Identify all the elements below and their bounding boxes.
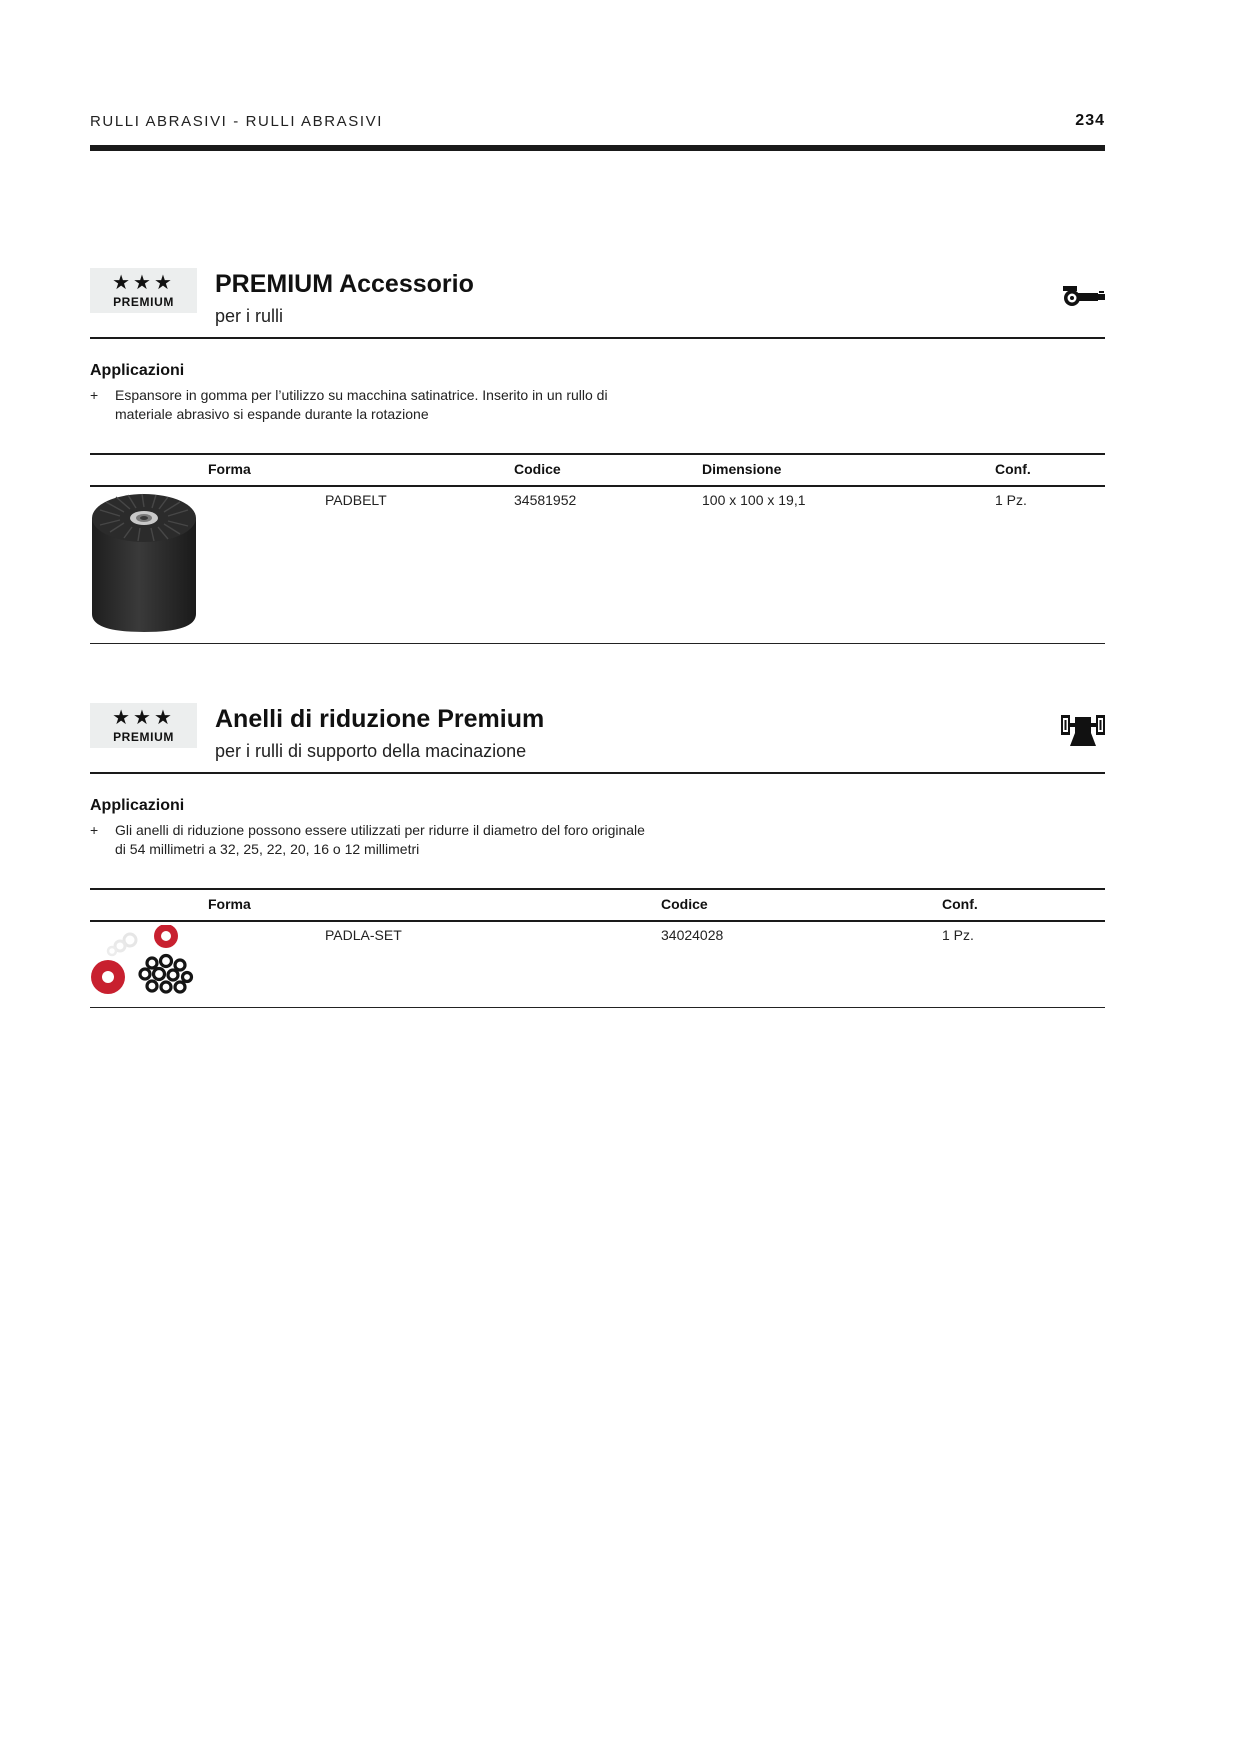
cell-dimensione: 100 x 100 x 19,1 <box>702 492 806 508</box>
page-header-title: RULLI ABRASIVI - RULLI ABRASIVI <box>90 113 384 130</box>
application-item <box>90 386 650 424</box>
header-rule <box>90 145 1105 151</box>
application-item <box>90 821 650 859</box>
satinatrice-machine-icon <box>1061 276 1105 312</box>
stars-icon: ★★★ <box>112 707 175 729</box>
table-bottom-rule <box>90 643 1105 644</box>
plus-bullet: + <box>90 387 99 403</box>
column-header-conf: Conf. <box>942 896 978 912</box>
table-header-rule <box>90 485 1105 487</box>
title-rule <box>90 337 1105 339</box>
applications-heading: Applicazioni <box>90 362 185 379</box>
bench-grinder-icon <box>1061 711 1105 747</box>
column-header-forma: Forma <box>208 896 251 912</box>
column-header-dimensione: Dimensione <box>702 461 782 477</box>
cell-conf: 1 Pz. <box>995 492 1027 508</box>
premium-badge <box>90 268 197 313</box>
badge-label: PREMIUM <box>113 295 174 309</box>
cell-codice: 34024028 <box>661 927 724 943</box>
cell-conf: 1 Pz. <box>942 927 974 943</box>
product-subtitle: per i rulli <box>215 306 284 326</box>
product-title: PREMIUM Accessorio <box>215 270 474 298</box>
badge-label: PREMIUM <box>113 730 174 744</box>
column-header-conf: Conf. <box>995 461 1031 477</box>
product-section-padla-set <box>90 703 1105 1013</box>
column-header-forma: Forma <box>208 461 251 477</box>
application-text: Espansore in gomma per l’utilizzo su macchina satinatrice. Inserito in un rullo di materiale abrasivo si espande durante la rotazione <box>115 387 608 422</box>
table-header-rule <box>90 920 1105 922</box>
table-top-rule <box>90 888 1105 890</box>
application-text: Gli anelli di riduzione possono essere utilizzati per ridurre il diametro del foro originale di 54 millimetri a 32, 25, 22, 20, 16 o 12 millimetri <box>115 822 645 857</box>
product-section-padbelt <box>90 268 1105 648</box>
rubber-expander-roller-image <box>90 490 198 636</box>
stars-icon: ★★★ <box>112 272 175 294</box>
plus-bullet: + <box>90 822 99 838</box>
cell-forma: PADBELT <box>325 492 387 508</box>
premium-badge <box>90 703 197 748</box>
cell-codice: 34581952 <box>514 492 577 508</box>
reduction-rings-set-image <box>90 925 198 1001</box>
table-top-rule <box>90 453 1105 455</box>
column-header-codice: Codice <box>661 896 708 912</box>
product-subtitle: per i rulli di supporto della macinazione <box>215 741 527 761</box>
page-number: 234 <box>1075 112 1105 129</box>
table-bottom-rule <box>90 1007 1105 1008</box>
title-rule <box>90 772 1105 774</box>
cell-forma: PADLA-SET <box>325 927 402 943</box>
column-header-codice: Codice <box>514 461 561 477</box>
product-title: Anelli di riduzione Premium <box>215 705 545 733</box>
applications-heading: Applicazioni <box>90 797 185 814</box>
